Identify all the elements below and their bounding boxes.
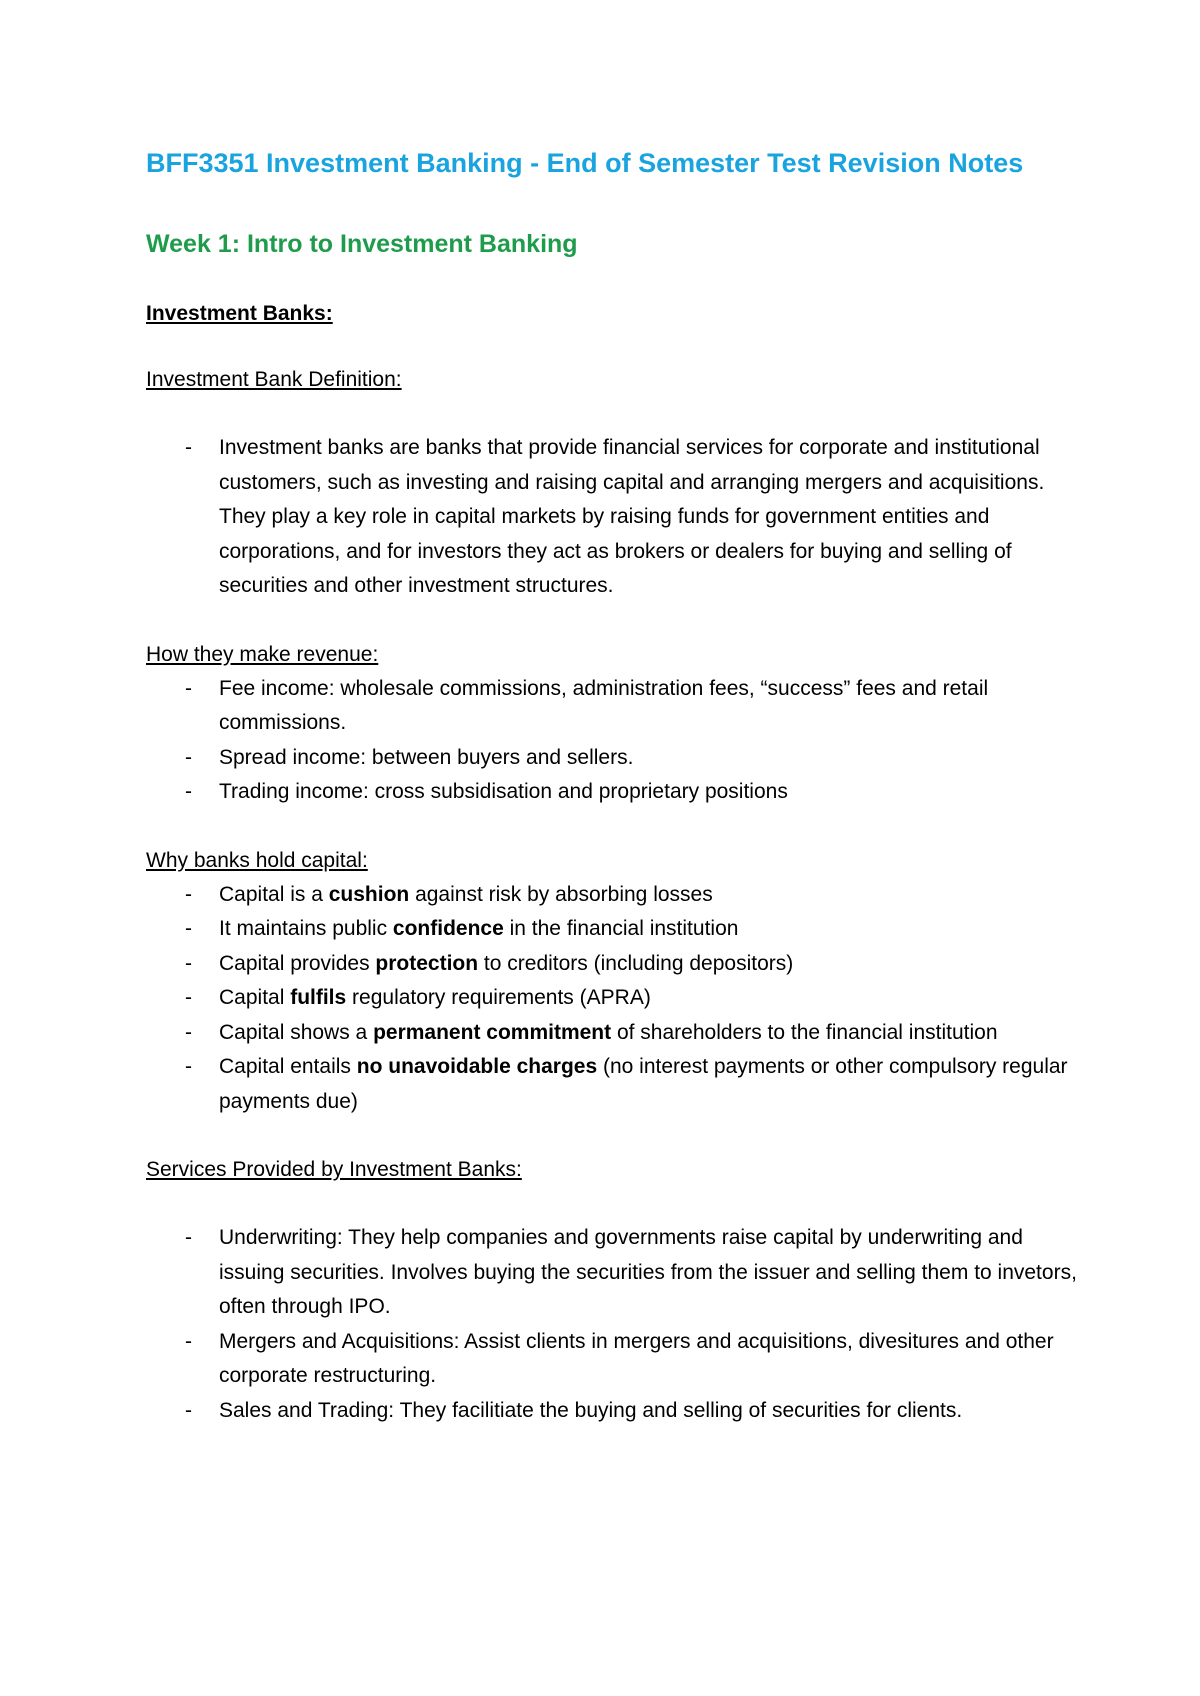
spacer [146, 397, 1080, 431]
list-item [146, 981, 1080, 1016]
list-item-text-post: in the financial institution [503, 917, 739, 940]
dash-bullet: - [185, 951, 192, 975]
list-item [146, 1325, 1080, 1394]
dash-bullet: - [185, 986, 192, 1009]
spacer [146, 1119, 1080, 1153]
list-item-text: Spread income: between buyers and sellers. [219, 745, 634, 769]
list-item-text-pre: Capital entails [219, 1055, 357, 1078]
list-item-text: Sales and Trading: They facilitiate the buying and selling of securities for clients. [219, 1398, 963, 1422]
spacer [146, 604, 1080, 638]
revenue-list [146, 672, 1080, 810]
list-item-text-bold: no unavoidable charges [356, 1055, 598, 1078]
list-item-text: Fee income: wholesale commissions, administration fees, “success” fees and retail commissions. [219, 676, 989, 734]
dash-bullet: - [185, 1398, 192, 1422]
list-item-text: Investment banks are banks that provide financial services for corporate and institutional customers, such as investing and raising capital and arranging mergers and acquisitions. They play a key role in capital markets by raising funds for government entities and corporations, and for investors they act as brokers or dealers for buying and selling of securities and other investment structures. [219, 436, 1045, 597]
list-item-text-bold: cushion [328, 882, 410, 906]
list-item-text: Mergers and Acquisitions: Assist clients in mergers and acquisitions, divesitures and other corporate restructuring. [219, 1329, 1054, 1387]
list-item-text-post: of shareholders to the financial institution [611, 1020, 998, 1044]
list-item [146, 741, 1080, 776]
dash-bullet: - [185, 1329, 192, 1353]
dash-bullet: - [185, 745, 192, 769]
list-item-text: Trading income: cross subsidisation and proprietary positions [219, 780, 788, 803]
list-item [146, 431, 1080, 604]
list-item [146, 912, 1080, 947]
list-item-text-pre: Capital shows a [219, 1020, 374, 1044]
list-item-text-pre: Capital is a [219, 882, 329, 906]
services-list [146, 1221, 1080, 1428]
list-item-text: Underwriting: They help companies and governments raise capital by underwriting and issuing securities. Involves buying the securities from the issuer and selling them to invetors, often through IPO. [219, 1226, 1077, 1318]
services-heading: Services Provided by Investment Banks: [146, 1158, 522, 1181]
list-item [146, 1016, 1080, 1051]
capital-list [146, 878, 1080, 1120]
dash-bullet: - [185, 780, 192, 803]
dash-bullet: - [185, 882, 192, 906]
revenue-heading: How they make revenue: [146, 642, 379, 666]
list-item-text-bold: confidence [392, 917, 504, 940]
definition-heading: Investment Bank Definition: [146, 368, 402, 391]
list-item-text-bold: permanent commitment [373, 1020, 612, 1044]
week-heading: Week 1: Intro to Investment Banking [146, 230, 578, 258]
list-item [146, 1050, 1080, 1119]
list-item-text-post: (no interest payments or other compulsory regular payments due) [219, 1055, 1068, 1113]
list-item-text-post: to creditors (including depositors) [478, 951, 794, 975]
dash-bullet: - [185, 1226, 192, 1249]
list-item-text-pre: It maintains public [219, 917, 393, 940]
dash-bullet: - [185, 436, 192, 459]
spacer [146, 810, 1080, 844]
definition-list [146, 431, 1080, 604]
list-item [146, 1394, 1080, 1429]
section-heading-investment-banks: Investment Banks: [146, 302, 333, 325]
list-item-text-pre: Capital provides [219, 951, 376, 975]
spacer [146, 1187, 1080, 1221]
dash-bullet: - [185, 1055, 192, 1078]
list-item-text-bold: fulfils [290, 986, 347, 1009]
list-item [146, 1221, 1080, 1325]
dash-bullet: - [185, 917, 192, 940]
list-item [146, 947, 1080, 982]
list-item [146, 878, 1080, 913]
dash-bullet: - [185, 1020, 192, 1044]
capital-heading: Why banks hold capital: [146, 848, 368, 872]
list-item-text-post: against risk by absorbing losses [409, 882, 713, 906]
list-item-text-bold: protection [375, 951, 479, 975]
dash-bullet: - [185, 676, 192, 700]
list-item [146, 672, 1080, 741]
list-item-text-pre: Capital [219, 986, 291, 1009]
list-item-text-post: regulatory requirements (APRA) [346, 986, 651, 1009]
document-title: BFF3351 Investment Banking - End of Semester Test Revision Notes [146, 148, 1024, 178]
list-item [146, 775, 1080, 810]
